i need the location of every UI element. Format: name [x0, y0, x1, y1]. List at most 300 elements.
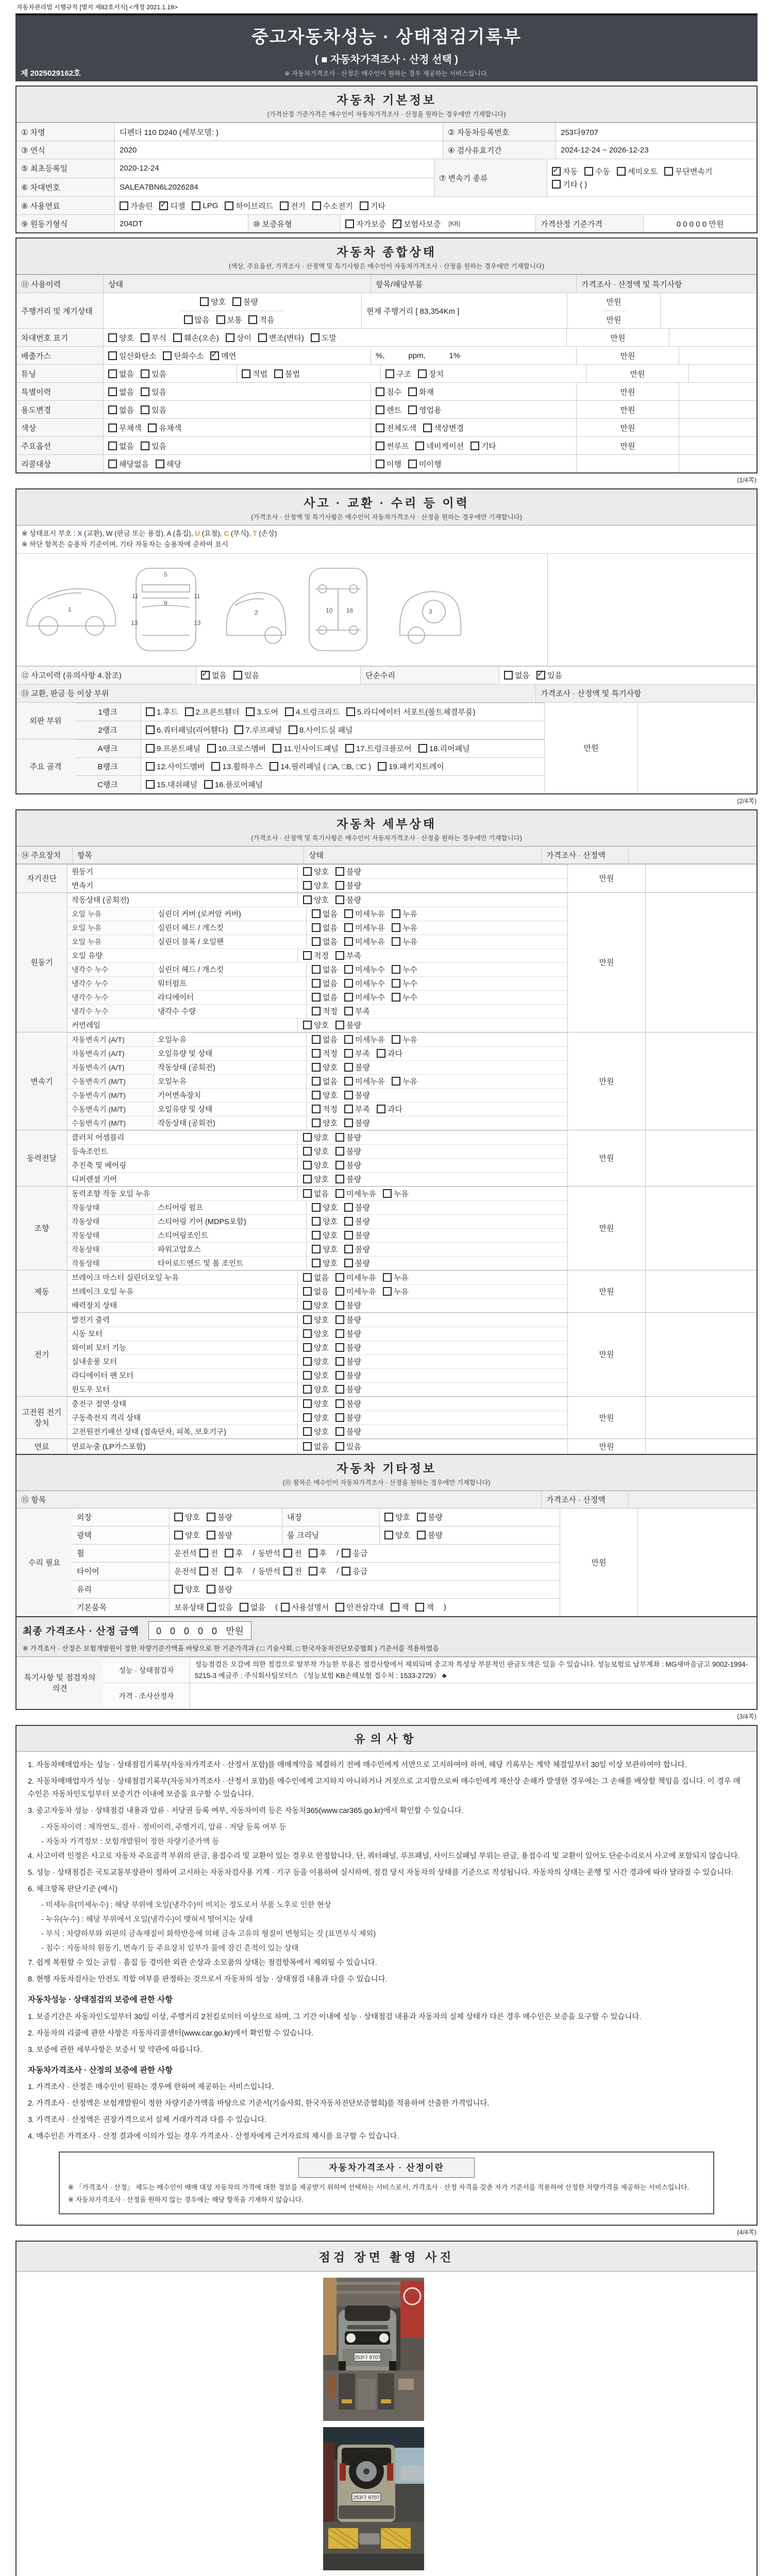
checkbox-option[interactable]: 양호	[303, 1398, 329, 1409]
checkbox[interactable]	[141, 387, 149, 396]
checkbox-option[interactable]: 사용설명서	[281, 1602, 329, 1613]
checkbox[interactable]	[303, 1413, 312, 1422]
checkbox[interactable]	[335, 951, 344, 960]
checkbox-option[interactable]: 전	[199, 1548, 218, 1558]
checkbox-option[interactable]: 불량	[335, 1314, 361, 1325]
checkbox[interactable]	[312, 1049, 321, 1058]
checkbox-option[interactable]: 불량	[344, 1062, 370, 1073]
checkbox-option[interactable]: 침수	[376, 386, 401, 397]
checkbox-option[interactable]: 불량	[344, 1090, 370, 1100]
checkbox-option[interactable]: 없음	[312, 1076, 338, 1087]
checkbox-option[interactable]: 적정	[312, 1104, 338, 1114]
checkbox[interactable]	[384, 1513, 393, 1521]
checkbox[interactable]	[423, 423, 432, 432]
checkbox[interactable]	[335, 1315, 344, 1324]
checkbox[interactable]	[344, 1063, 353, 1072]
checkbox[interactable]	[418, 369, 427, 378]
checkbox[interactable]	[311, 333, 320, 342]
checkbox-option[interactable]: 미세누유	[335, 1188, 376, 1199]
checkbox-option[interactable]	[312, 200, 353, 211]
checkbox-option[interactable]: 무채색	[108, 422, 141, 433]
checkbox-option[interactable]: 10.크로스멤버	[207, 743, 266, 754]
checkbox[interactable]	[392, 993, 400, 1002]
checkbox-option[interactable]: 양호	[384, 1512, 410, 1522]
checkbox-option[interactable]: 양호	[303, 1328, 329, 1339]
checkbox[interactable]	[200, 297, 209, 306]
checkbox-option[interactable]: 불량	[335, 1356, 361, 1367]
checkbox-option[interactable]: 11.인사이드패널	[273, 743, 339, 754]
checkbox[interactable]	[225, 1567, 233, 1575]
checkbox[interactable]	[309, 1567, 317, 1575]
checkbox-option[interactable]: 누수	[392, 964, 417, 975]
checkbox[interactable]	[234, 725, 243, 734]
checkbox[interactable]	[385, 369, 394, 378]
checkbox[interactable]	[335, 1603, 344, 1612]
checkbox[interactable]	[344, 1217, 353, 1226]
checkbox[interactable]	[108, 369, 117, 378]
checkbox[interactable]	[584, 167, 593, 176]
checkbox[interactable]	[335, 1357, 344, 1366]
checkbox-option[interactable]: 미세누유	[335, 1272, 376, 1283]
checkbox-option[interactable]: 4.트렁크리드	[285, 706, 340, 717]
checkbox-option[interactable]: 17.트렁크플로어	[345, 743, 412, 754]
checkbox-option[interactable]: 양호	[303, 1342, 329, 1353]
checkbox-option[interactable]: 누수	[392, 978, 417, 989]
checkbox-option[interactable]	[360, 200, 385, 211]
checkbox-option[interactable]: 1.후드	[146, 706, 178, 717]
checkbox[interactable]	[146, 762, 155, 771]
checkbox-option[interactable]: 2.프론트휀더	[185, 706, 240, 717]
checkbox-option[interactable]: 없음	[312, 922, 338, 933]
checkbox[interactable]	[108, 351, 117, 360]
checkbox[interactable]	[148, 423, 157, 432]
checkbox-option[interactable]: 양호	[303, 1356, 329, 1367]
checkbox-option[interactable]	[192, 201, 218, 210]
checkbox[interactable]	[225, 201, 233, 210]
checkbox[interactable]	[283, 1567, 292, 1575]
checkbox-option[interactable]: 불량	[335, 1398, 361, 1409]
checkbox[interactable]	[303, 1273, 312, 1282]
checkbox[interactable]	[303, 1147, 312, 1156]
checkbox[interactable]	[344, 1091, 353, 1099]
checkbox[interactable]	[207, 1585, 215, 1594]
checkbox[interactable]	[617, 167, 626, 176]
checkbox-option[interactable]: 불량	[335, 1426, 361, 1437]
checkbox[interactable]	[376, 387, 384, 396]
checkbox[interactable]	[391, 1603, 399, 1612]
checkbox[interactable]	[335, 1021, 344, 1029]
checkbox-option[interactable]: 불량	[335, 1384, 361, 1395]
checkbox-option[interactable]: 변조(변타)	[258, 332, 304, 343]
checkbox-option[interactable]: 불량	[207, 1512, 232, 1522]
checkbox-option[interactable]: 보통	[216, 314, 242, 325]
checkbox[interactable]	[207, 1603, 216, 1612]
checkbox-option[interactable]: 없음	[108, 404, 134, 415]
checkbox[interactable]	[303, 881, 312, 890]
checkbox-option[interactable]: 6.쿼터패널(리어휀다)	[146, 724, 228, 735]
checkbox-option[interactable]: 불량	[344, 1230, 370, 1241]
checkbox-option[interactable]: 양호	[312, 1117, 338, 1128]
checkbox[interactable]	[303, 1385, 312, 1394]
checkbox[interactable]	[173, 333, 182, 342]
checkbox-option[interactable]: 없음	[312, 908, 338, 919]
checkbox[interactable]	[210, 351, 219, 360]
checkbox-option[interactable]: 부족	[344, 1006, 370, 1016]
checkbox[interactable]	[258, 333, 267, 342]
checkbox-option[interactable]: 불법	[274, 368, 300, 379]
checkbox[interactable]	[232, 297, 241, 306]
checkbox-option[interactable]: 적법	[242, 368, 267, 379]
checkbox-option[interactable]: 있음	[233, 670, 259, 681]
checkbox[interactable]	[141, 333, 149, 342]
checkbox[interactable]	[184, 315, 193, 324]
checkbox-option[interactable]: 후	[225, 1566, 243, 1577]
checkbox[interactable]	[312, 1091, 321, 1099]
checkbox-option[interactable]: 많음	[184, 314, 210, 325]
checkbox[interactable]	[146, 780, 155, 789]
checkbox-option[interactable]: 부족	[344, 1104, 370, 1114]
checkbox-option[interactable]: 누유	[383, 1286, 409, 1297]
checkbox[interactable]	[536, 671, 545, 680]
checkbox[interactable]	[392, 909, 400, 918]
checkbox-option[interactable]: 없음	[504, 670, 530, 681]
checkbox-option[interactable]: 양호	[312, 1258, 338, 1268]
checkbox-option[interactable]: 불량	[335, 1146, 361, 1157]
checkbox[interactable]	[185, 707, 194, 716]
checkbox[interactable]	[335, 881, 344, 890]
checkbox-option[interactable]: 누유	[383, 1272, 409, 1283]
checkbox[interactable]	[335, 1189, 344, 1198]
checkbox[interactable]	[303, 1287, 312, 1296]
checkbox[interactable]	[335, 1442, 344, 1451]
checkbox-option[interactable]: 불량	[335, 1342, 361, 1353]
checkbox[interactable]	[335, 1133, 344, 1142]
checkbox-option[interactable]: 없음	[108, 386, 134, 397]
checkbox[interactable]	[342, 1567, 350, 1575]
checkbox-option[interactable]: 없음	[303, 1272, 329, 1283]
checkbox-option[interactable]: 14.필러패널 ( □A, □B, □C )	[270, 761, 371, 772]
checkbox-option[interactable]: 없음	[312, 964, 338, 975]
checkbox[interactable]	[344, 1035, 353, 1044]
checkbox-option[interactable]: 전	[283, 1566, 302, 1577]
checkbox-option[interactable]	[120, 200, 153, 211]
checkbox-option[interactable]: 불량	[344, 1216, 370, 1227]
checkbox-option[interactable]: 훼손(오손)	[173, 332, 219, 343]
checkbox[interactable]	[312, 201, 321, 210]
checkbox-option[interactable]: 양호	[303, 1426, 329, 1437]
checkbox[interactable]	[344, 1105, 353, 1113]
checkbox[interactable]	[312, 979, 321, 988]
checkbox-option[interactable]: 13.휠하우스	[211, 761, 263, 772]
checkbox[interactable]	[408, 387, 417, 396]
checkbox[interactable]	[335, 1287, 344, 1296]
checkbox-option[interactable]	[584, 166, 610, 177]
checkbox-option[interactable]: 미세누유	[344, 922, 385, 933]
checkbox-option[interactable]: 있음	[335, 1441, 361, 1452]
checkbox[interactable]	[378, 762, 386, 771]
checkbox[interactable]	[344, 1049, 353, 1058]
checkbox-option[interactable]: 전	[283, 1548, 302, 1558]
checkbox-option[interactable]: 불량	[344, 1258, 370, 1268]
checkbox[interactable]	[344, 1203, 353, 1212]
checkbox-option[interactable]: 후	[309, 1566, 327, 1577]
checkbox[interactable]	[408, 405, 417, 414]
checkbox-option[interactable]: 부식	[141, 332, 166, 343]
checkbox[interactable]	[303, 1189, 312, 1198]
checkbox-option[interactable]: 있음	[207, 1602, 233, 1613]
checkbox[interactable]	[345, 744, 354, 753]
checkbox[interactable]	[552, 180, 561, 189]
checkbox-option[interactable]: 양호	[303, 1412, 329, 1423]
checkbox[interactable]	[376, 442, 384, 450]
checkbox[interactable]	[146, 744, 155, 753]
checkbox-option[interactable]: 불량	[232, 296, 258, 307]
checkbox[interactable]	[312, 1035, 321, 1044]
checkbox[interactable]	[335, 1399, 344, 1408]
checkbox[interactable]	[156, 460, 164, 468]
checkbox[interactable]	[392, 965, 400, 974]
checkbox[interactable]	[417, 1513, 426, 1521]
checkbox[interactable]	[303, 1021, 312, 1029]
checkbox-option[interactable]: 양호	[303, 1146, 329, 1157]
checkbox-option[interactable]: 양호	[384, 1530, 410, 1540]
checkbox[interactable]	[392, 1035, 400, 1044]
checkbox[interactable]	[312, 1105, 321, 1113]
checkbox[interactable]	[199, 1549, 208, 1557]
checkbox[interactable]	[303, 1329, 312, 1338]
checkbox[interactable]	[303, 1315, 312, 1324]
checkbox[interactable]	[303, 1357, 312, 1366]
checkbox-option[interactable]: 일산화탄소	[108, 350, 156, 361]
checkbox[interactable]	[303, 1133, 312, 1142]
checkbox-option[interactable]: 적정	[303, 950, 329, 961]
checkbox-option[interactable]: 불량	[335, 894, 361, 905]
checkbox[interactable]	[174, 1585, 183, 1594]
checkbox-option[interactable]: ✓ 있음	[536, 670, 562, 681]
checkbox-option[interactable]: 없음	[303, 1441, 329, 1452]
checkbox-option[interactable]: 불량	[335, 1370, 361, 1381]
checkbox-option[interactable]: 9.프론트패널	[146, 743, 200, 754]
checkbox[interactable]	[344, 1259, 353, 1267]
checkbox[interactable]	[303, 1427, 312, 1436]
checkbox[interactable]	[312, 993, 321, 1002]
checkbox-option[interactable]: 불량	[344, 1244, 370, 1255]
checkbox[interactable]	[344, 1118, 353, 1127]
checkbox-option[interactable]: 7.루프패널	[234, 724, 281, 735]
checkbox[interactable]	[504, 671, 513, 680]
checkbox[interactable]	[415, 1603, 424, 1612]
checkbox-option[interactable]: 없음	[108, 368, 134, 379]
checkbox-option[interactable]: 양호	[303, 880, 329, 891]
checkbox[interactable]	[216, 315, 225, 324]
checkbox-option[interactable]: 누유	[392, 908, 417, 919]
checkbox[interactable]	[345, 219, 354, 228]
checkbox-option[interactable]: 없음	[312, 978, 338, 989]
checkbox-option[interactable]: 상이	[226, 332, 251, 343]
checkbox-option[interactable]: 도말	[311, 332, 337, 343]
checkbox-option[interactable]: 불량	[417, 1530, 443, 1540]
checkbox-option[interactable]: 없음	[312, 936, 338, 947]
checkbox-option[interactable]: 탄화수소	[163, 350, 204, 361]
checkbox-option[interactable]: 18.리어패널	[418, 743, 470, 754]
checkbox[interactable]	[163, 351, 172, 360]
checkbox[interactable]	[346, 707, 355, 716]
checkbox-option[interactable]	[280, 200, 306, 211]
checkbox[interactable]	[207, 1513, 215, 1521]
checkbox[interactable]	[312, 965, 321, 974]
checkbox[interactable]	[344, 993, 353, 1002]
checkbox[interactable]	[303, 1442, 312, 1451]
checkbox[interactable]	[312, 1203, 321, 1212]
checkbox[interactable]	[383, 1189, 392, 1198]
checkbox-option[interactable]: 있음	[141, 386, 166, 397]
checkbox[interactable]	[344, 909, 353, 918]
checkbox-option[interactable]: 불량	[335, 880, 361, 891]
checkbox-option[interactable]: 불량	[335, 1160, 361, 1171]
checkbox-option[interactable]: 썬루프	[376, 440, 409, 451]
checkbox-option[interactable]: 없음	[312, 992, 338, 1003]
checkbox[interactable]	[273, 744, 281, 753]
checkbox[interactable]	[360, 201, 368, 210]
checkbox[interactable]	[108, 460, 117, 468]
checkbox[interactable]	[146, 707, 155, 716]
checkbox-option[interactable]: 양호	[303, 1020, 329, 1030]
checkbox-option[interactable]: 미세누수	[344, 992, 385, 1003]
checkbox-option[interactable]: 불량	[344, 1117, 370, 1128]
checkbox-option[interactable]: 양호	[312, 1230, 338, 1241]
checkbox[interactable]	[303, 951, 312, 960]
checkbox[interactable]	[335, 1147, 344, 1156]
checkbox-option[interactable]: 양호	[303, 1384, 329, 1395]
checkbox-option[interactable]: 불량	[335, 1132, 361, 1143]
checkbox-option[interactable]: 양호	[303, 1314, 329, 1325]
checkbox[interactable]	[335, 867, 344, 876]
checkbox[interactable]	[141, 369, 149, 378]
checkbox[interactable]	[408, 460, 417, 468]
checkbox-option[interactable]: 양호	[303, 866, 329, 877]
checkbox-option[interactable]: 잭	[415, 1602, 434, 1613]
checkbox[interactable]	[344, 1077, 353, 1086]
checkbox[interactable]	[303, 1399, 312, 1408]
checkbox-option[interactable]: 5.라디에이터 서포트(볼트체결부품)	[346, 706, 476, 717]
checkbox[interactable]	[274, 369, 283, 378]
checkbox-option[interactable]: 전체도색	[376, 422, 416, 433]
checkbox-option[interactable]: 미이행	[408, 459, 441, 469]
checkbox[interactable]	[303, 1301, 312, 1310]
checkbox[interactable]	[303, 1175, 312, 1183]
checkbox-option[interactable]: 과다	[377, 1104, 402, 1114]
checkbox[interactable]	[120, 201, 128, 210]
checkbox[interactable]	[303, 867, 312, 876]
checkbox-option[interactable]	[552, 166, 578, 177]
checkbox[interactable]	[303, 1343, 312, 1352]
checkbox[interactable]	[552, 167, 561, 176]
checkbox-option[interactable]	[617, 166, 658, 177]
checkbox-option[interactable]: 양호	[303, 1132, 329, 1143]
checkbox[interactable]	[289, 725, 297, 734]
checkbox[interactable]	[417, 1531, 426, 1539]
checkbox-option[interactable]: 불량	[335, 1300, 361, 1311]
checkbox[interactable]	[280, 201, 289, 210]
checkbox-option[interactable]: 누유	[392, 1076, 417, 1087]
checkbox[interactable]	[309, 1549, 317, 1557]
checkbox[interactable]	[312, 1077, 321, 1086]
checkbox[interactable]	[377, 1049, 385, 1058]
checkbox-option[interactable]: 양호	[200, 296, 226, 307]
checkbox-option[interactable]: 누수	[392, 992, 417, 1003]
checkbox[interactable]	[335, 1161, 344, 1170]
checkbox[interactable]	[108, 333, 117, 342]
checkbox-option[interactable]: 불량	[335, 1020, 361, 1030]
checkbox[interactable]	[393, 219, 401, 228]
checkbox[interactable]	[248, 315, 257, 324]
checkbox[interactable]	[392, 979, 400, 988]
checkbox-option[interactable]: 미세누수	[344, 964, 385, 975]
checkbox-option[interactable]: 양호	[312, 1062, 338, 1073]
checkbox-option[interactable]: 기타	[470, 440, 496, 451]
checkbox-option[interactable]: 미세누유	[344, 936, 385, 947]
checkbox-option[interactable]: 있음	[141, 404, 166, 415]
checkbox[interactable]	[335, 1413, 344, 1422]
checkbox-option[interactable]: 부족	[335, 950, 361, 961]
checkbox[interactable]	[312, 923, 321, 932]
checkbox-option[interactable]: 불량	[335, 1328, 361, 1339]
checkbox-option[interactable]: 렌트	[376, 404, 401, 415]
checkbox-option[interactable]: 양호	[303, 1300, 329, 1311]
checkbox[interactable]	[192, 201, 200, 210]
checkbox-option[interactable]: 8.사이드실 패널	[289, 724, 353, 735]
checkbox-option[interactable]: 누유	[392, 922, 417, 933]
checkbox[interactable]	[211, 762, 220, 771]
checkbox-option[interactable]: 16.플로어패널	[204, 779, 263, 790]
checkbox[interactable]	[376, 460, 384, 468]
checkbox-option[interactable]: 양호	[174, 1512, 200, 1522]
checkbox-option[interactable]: 응급	[342, 1566, 367, 1577]
checkbox-option[interactable]: 없음	[303, 1188, 329, 1199]
checkbox-option[interactable]: 양호	[303, 1174, 329, 1184]
checkbox[interactable]	[312, 1217, 321, 1226]
checkbox-option[interactable]: 안전삼각대	[335, 1602, 383, 1613]
checkbox[interactable]	[335, 1385, 344, 1394]
checkbox[interactable]	[335, 1427, 344, 1436]
checkbox[interactable]	[201, 671, 210, 680]
checkbox-option[interactable]: 네비게이션	[415, 440, 463, 451]
checkbox[interactable]	[312, 1245, 321, 1253]
checkbox[interactable]	[344, 923, 353, 932]
checkbox[interactable]	[312, 1231, 321, 1240]
checkbox[interactable]	[141, 405, 149, 414]
checkbox-option[interactable]: 유채색	[148, 422, 181, 433]
checkbox[interactable]	[303, 1161, 312, 1170]
checkbox[interactable]	[174, 1513, 183, 1521]
checkbox-option[interactable]	[393, 218, 441, 229]
checkbox-option[interactable]: 누유	[383, 1188, 409, 1199]
checkbox-option[interactable]: 미세누유	[344, 1076, 385, 1087]
checkbox[interactable]	[342, 1549, 350, 1557]
checkbox[interactable]	[240, 1603, 248, 1612]
checkbox-option[interactable]: 불량	[335, 866, 361, 877]
checkbox[interactable]	[344, 1231, 353, 1240]
checkbox[interactable]	[344, 937, 353, 946]
checkbox[interactable]	[225, 1549, 233, 1557]
checkbox[interactable]	[664, 167, 673, 176]
checkbox-option[interactable]: 적정	[312, 1048, 338, 1059]
checkbox-option[interactable]: ✓ 없음	[201, 670, 227, 681]
checkbox-option[interactable]: 3.도어	[246, 706, 278, 717]
checkbox-option[interactable]: 누유	[392, 1034, 417, 1045]
checkbox-option[interactable]: 화재	[408, 386, 434, 397]
checkbox[interactable]	[335, 895, 344, 904]
